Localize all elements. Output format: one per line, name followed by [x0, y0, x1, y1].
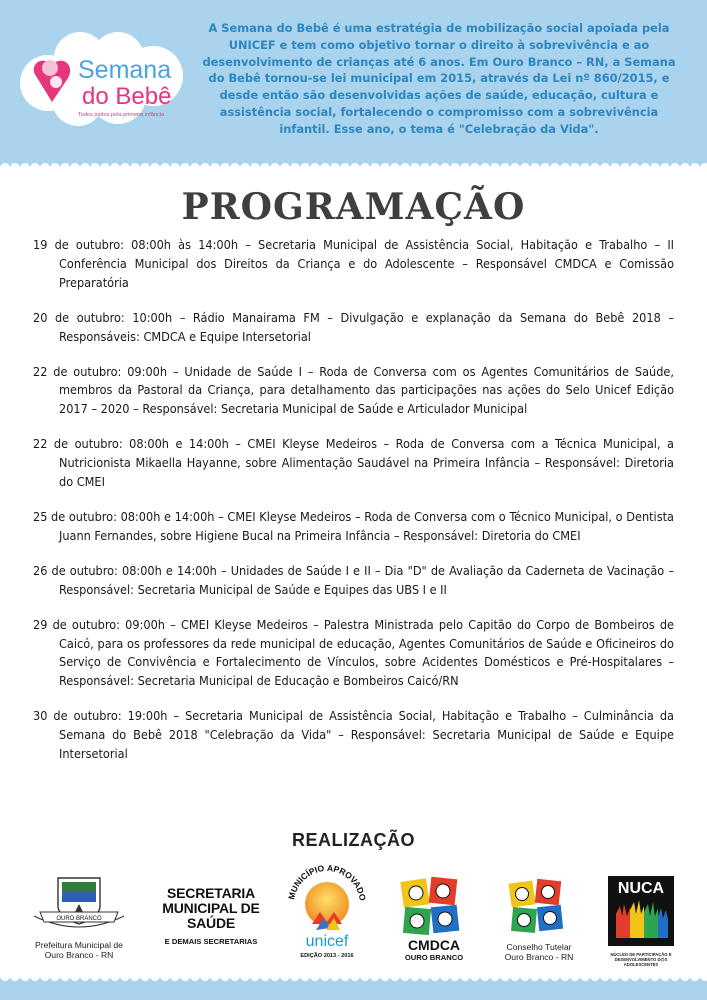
page-title: PROGRAMAÇÃO: [181, 186, 526, 228]
realizacao-heading: REALIZAÇÃO: [292, 830, 415, 850]
unicef-arc-text: MUNICÍPIO APROVADO: [286, 862, 368, 902]
conselho-tutelar-block: [500, 878, 578, 962]
conselho-caption-1: Conselho Tutelar: [506, 942, 572, 952]
nuca-sub: NÚCLEO DE PARTICIPAÇÃO E DESENVOLVIMENTO D@S ADOLESCENTES: [610, 952, 672, 967]
event-item: 30 de outubro: 19:00h – Secretaria Municipal de Assistência Social, Habitação e Trabalho – Culminância da Semana do Bebê 2018 "Celebração da Vida" – Responsável: Secretaria Municipal de Saúde e Equipe Intersetorial: [33, 708, 674, 762]
nuca-logo-block: [608, 876, 674, 967]
semana-do-bebe-logo: [18, 28, 186, 128]
logo-tagline: Todos juntos pela primeira infância: [78, 112, 165, 118]
event-item: 22 de outubro: 08:00h e 14:00h – CMEI Kleyse Medeiros – Roda de Conversa com a Técnica Municipal, a Nutricionista Mikaella Hayanne, sobre Alimentação Saudável na Primeira Infância – Responsável: Diretoria do CMEI: [33, 436, 674, 490]
intro-text: A Semana do Bebê é uma estratégia de mobilização social apoiada pela UNICEF e tem como objetivo tornar o direito à sobrevivência e ao desenvolvimento de crianças até 6 anos. Em Ouro Branco – RN, a Semana do Bebê tornou-se lei municipal em 2015, através da Lei nº 860/2015, e desde então são desenvolvidas ações de saúde, educação, cultura e assistência social, fortalecendo o compromisso com a sobrevivência infantil. Esse ano, o tema é "Celebração da Vida".: [202, 21, 676, 136]
prefeitura-logo-block: [26, 872, 132, 960]
secretaria-sub: E DEMAIS SECRETARIAS: [164, 937, 258, 946]
event-item: 19 de outubro: 08:00h às 14:00h – Secretaria Municipal de Assistência Social, Habitação e Trabalho – II Conferência Municipal dos Direitos da Criança e do Adolescente – Responsável CMDCA e Comissão Preparatória: [33, 237, 674, 290]
unicef-seal-icon: [282, 852, 372, 962]
event-item: 22 de outubro: 09:00h – Unidade de Saúde I – Roda de Conversa com os Agentes Comunitários de Saúde, membros da Pastoral da Criança, para detalhamento das participações nas ações do Selo Unicef Edição 2017 – 2020 – Responsável: Secretaria Municipal de Saúde e Articulador Municipal: [33, 363, 674, 417]
unicef-brand: unicef: [305, 933, 349, 950]
event-item: 20 de outubro: 10:00h – Rádio Manairama FM – Divulgação e explanação da Semana do Bebê 2018 – Responsáveis: CMDCA e Equipe Intersetorial: [33, 309, 674, 344]
prefeitura-caption-1: Prefeitura Municipal de: [35, 940, 123, 950]
scallop-bottom-edge: [0, 972, 707, 986]
conselho-logo-icon: [500, 878, 578, 938]
nuca-logo-icon: [608, 876, 674, 960]
cmdca-logo-icon: [394, 876, 474, 962]
cmdca-name: CMDCA: [407, 937, 461, 953]
unicef-seal-block: [282, 852, 372, 966]
event-item: 26 de outubro: 08:00h e 14:00h – Unidades de Saúde I e II – Dia "D" de Avaliação da Caderneta de Vacinação – Responsável: Secretaria Municipal de Saúde e Equipes das UBS I e II: [33, 562, 674, 597]
secretaria-saude-block: [160, 886, 262, 946]
event-item: 29 de outubro: 09:00h – CMEI Kleyse Medeiros – Palestra Ministrada pelo Capitão do Corpo de Bombeiros de Caicó, para os professores da rede municipal de educação, Agentes Comunitários de Saúde e Oficineiros do Serviço de Convivência e Fortalecimento de Vínculos, sobre Acidentes Domésticos e Pré-Hospitalares – Responsável: Secretaria Municipal de Educação e Bombeiros Caicó/RN: [33, 616, 674, 689]
cmdca-logo-block: [394, 876, 474, 966]
logo-line2: do Bebê: [82, 83, 172, 110]
event-item: 25 de outubro: 08:00h e 14:00h – CMEI Kleyse Medeiros – Roda de Conversa com o Técnico Municipal, o Dentista Juann Fernandes, sobre Higiene Bucal na Primeira Infância – Responsável: Diretoria do CMEI: [33, 508, 674, 543]
prefeitura-banner: OURO BRANCO: [56, 916, 102, 922]
unicef-edition: EDIÇÃO 2013 - 2016: [300, 953, 354, 959]
secretaria-line3: SAÚDE: [186, 915, 235, 931]
header-band: [0, 0, 707, 165]
conselho-caption-2: Ouro Branco - RN: [504, 952, 574, 962]
event-list: [33, 236, 674, 780]
secretaria-line2: MUNICIPAL DE: [162, 900, 260, 916]
prefeitura-crest-icon: [26, 872, 132, 936]
secretaria-line1: SECRETARIA: [167, 885, 255, 901]
nuca-name: NUCA: [617, 880, 665, 897]
prefeitura-caption-2: Ouro Branco - RN: [44, 950, 114, 960]
logo-line1: Semana: [78, 56, 172, 84]
cmdca-place: OURO BRANCO: [404, 953, 464, 962]
